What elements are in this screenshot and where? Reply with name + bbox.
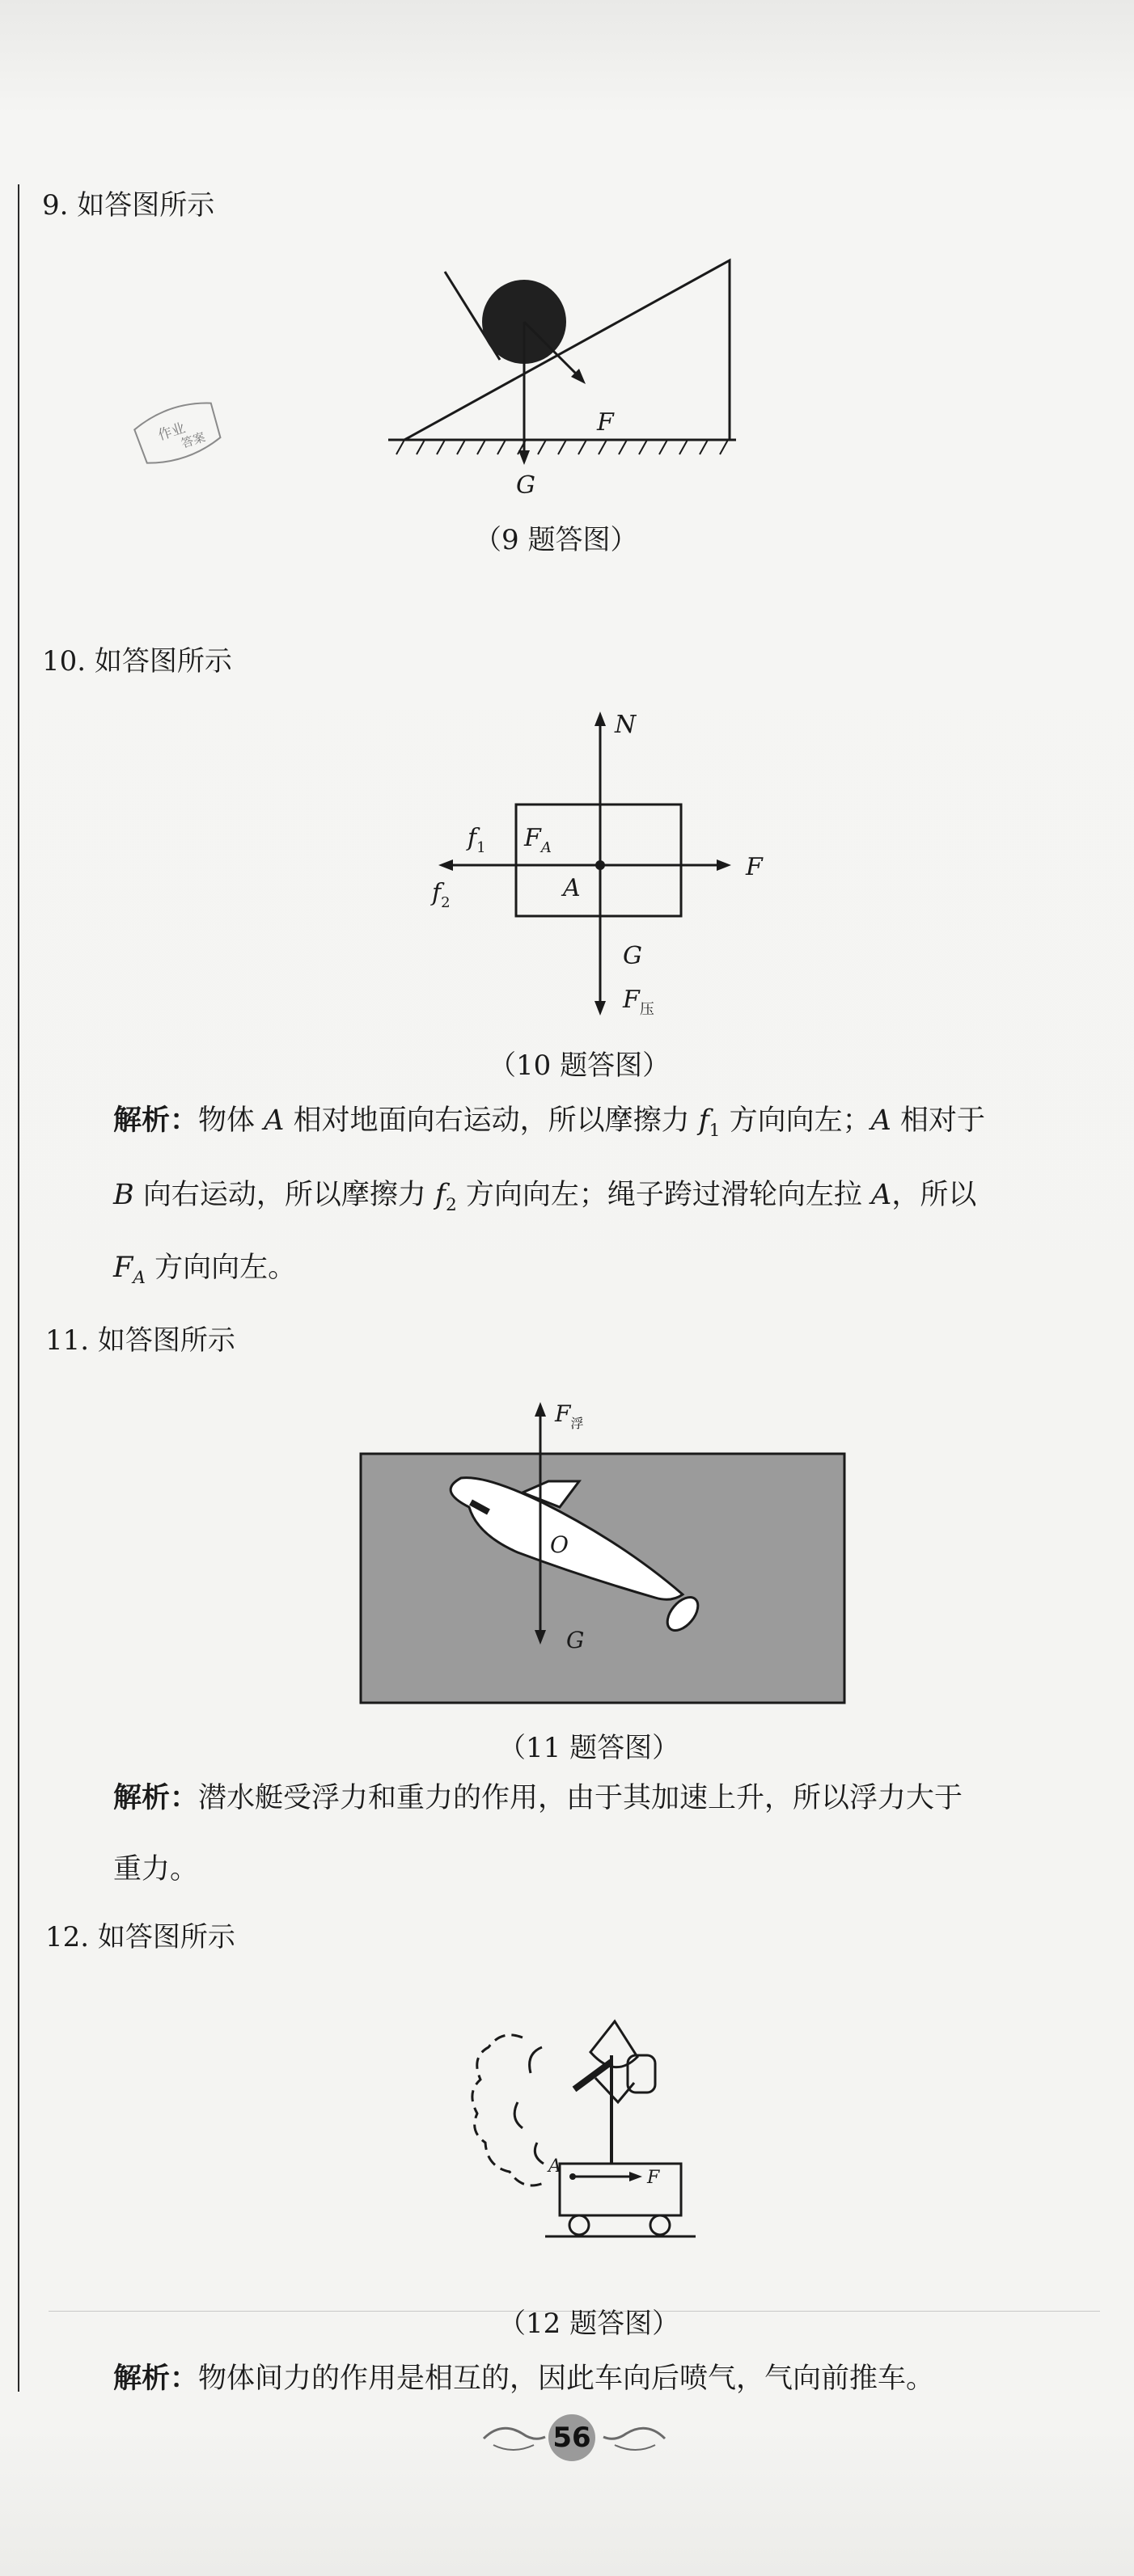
q12-title: 12. 如答图所示 [45, 1921, 235, 1953]
q10-label-Fpress: $F_压$ [623, 986, 654, 1018]
q10-F-head [717, 859, 731, 871]
svg-text:作业: 作业 [156, 420, 188, 445]
q12-caption: （12 题答图） [498, 2308, 680, 2340]
q12-gas-cloud-inner [514, 2047, 544, 2164]
q10-block-A [516, 804, 681, 916]
q12-analysis-line1: 解析：物体间力的作用是相互的，因此车向后喷气，气向前推车。 [113, 2363, 935, 2395]
q12-wheel-right [650, 2215, 670, 2235]
q10-analysis-line3: $F_A$ 方向向左。 [113, 1252, 297, 1288]
q10-caption: （10 题答图） [489, 1049, 671, 1082]
left-margin-rule [18, 184, 19, 2392]
q9-label-F: F [597, 408, 614, 437]
q11-label-O: O [550, 1531, 569, 1558]
q11-analysis-line1: 解析：潜水艇受浮力和重力的作用，由于其加速上升，所以浮力大于 [113, 1782, 963, 1814]
q10-label-G: G [623, 942, 642, 970]
q12-figure [453, 2005, 720, 2272]
q9-title: 9. 如答图所示 [42, 189, 215, 222]
q11-analysis-line2: 重力。 [113, 1853, 199, 1886]
stamp-logo [121, 392, 235, 473]
q12-cart-body [560, 2164, 681, 2215]
q12-label-A: A [548, 2156, 561, 2177]
q11-figure [356, 1391, 849, 1714]
page-number-ornament [477, 2409, 671, 2466]
q11-title: 11. 如答图所示 [45, 1324, 235, 1357]
q10-analysis-line1: 解析：物体 A 相对地面向右运动，所以摩擦力 $f_1$ 方向向左；A 相对于 [113, 1104, 986, 1141]
q9-label-G: G [516, 471, 535, 500]
q9-ground-hatch [396, 440, 728, 454]
q12-force-F-head [629, 2172, 642, 2181]
q12-fan-blade [590, 2021, 637, 2067]
q11-caption: （11 题答图） [498, 1732, 680, 1764]
q11-float-head [535, 1402, 546, 1417]
q10-N-head [595, 712, 606, 726]
q10-left-head [438, 859, 453, 871]
q10-down-head [595, 1001, 606, 1016]
q10-label-f1: $f_1$ [468, 824, 486, 856]
q12-point-A [569, 2173, 576, 2180]
q10-figure [421, 703, 785, 1027]
q10-label-f2: $f_2$ [432, 879, 451, 911]
q10-label-A: A [563, 874, 581, 902]
q12-fan-tilt [574, 2062, 611, 2089]
q9-caption: （9 题答图） [474, 524, 638, 556]
q12-gas-cloud [472, 2035, 544, 2185]
q9-figure [380, 243, 752, 509]
q9-gravity-head [518, 450, 530, 465]
svg-text:答案: 答案 [179, 429, 207, 451]
q11-label-G: G [566, 1627, 585, 1653]
q12-wheel-left [569, 2215, 589, 2235]
q12-label-F: F [647, 2168, 660, 2188]
q10-label-N: N [615, 711, 637, 739]
q11-label-Ffloat: $F_浮$ [555, 1400, 584, 1431]
q10-title: 10. 如答图所示 [42, 645, 232, 678]
page-number: 56 [548, 2414, 595, 2461]
q10-analysis-line2: B 向右运动，所以摩擦力 $f_2$ 方向向左；绳子跨过滑轮向左拉 A，所以 [113, 1179, 977, 1215]
q10-label-FA: $F_A$ [524, 824, 552, 856]
q10-label-F: F [746, 853, 763, 881]
